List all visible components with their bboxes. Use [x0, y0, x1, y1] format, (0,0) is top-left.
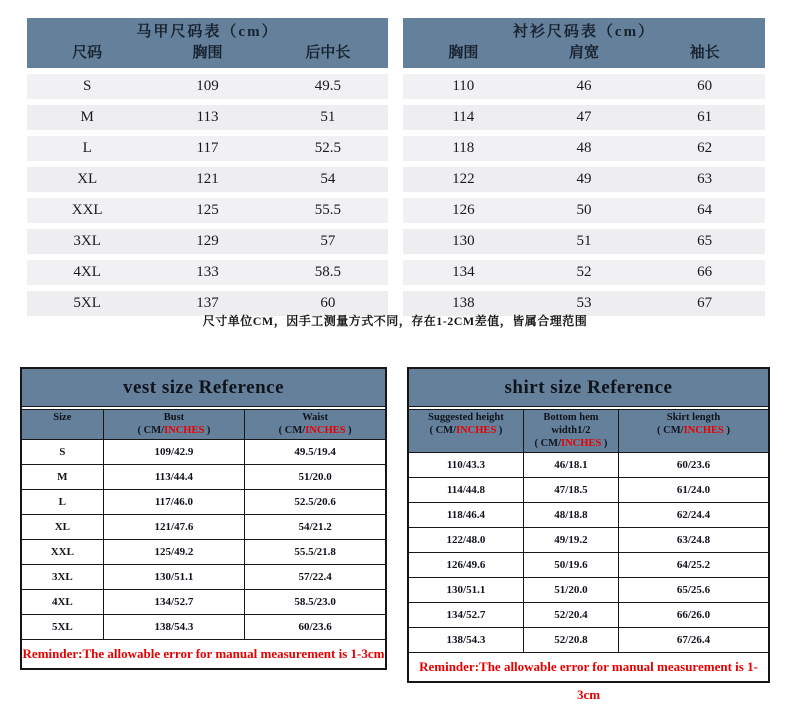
shirt-cm-title: 衬衫尺码表（cm） [512, 24, 656, 40]
vest-ref-column-row [22, 410, 385, 440]
cell: 4XL [22, 590, 104, 614]
table-row [409, 628, 768, 653]
table-row [22, 590, 385, 615]
table-row [27, 105, 388, 130]
table-row [403, 229, 765, 254]
cell: 67 [697, 295, 713, 311]
table-row [403, 136, 765, 161]
vest-cm-table [27, 18, 388, 316]
column-header: Waist ( CM/INCHES ) [278, 412, 352, 436]
cell: 122/48.0 [409, 528, 524, 552]
inches-label: INCHES [683, 425, 724, 436]
cell: 52.5/20.6 [294, 496, 336, 508]
cell: 125 [196, 202, 219, 218]
cell: 4XL [73, 264, 101, 280]
table-row [403, 105, 765, 130]
vest-cm-column-row [27, 43, 388, 63]
cell: S [22, 440, 104, 464]
table-row [403, 198, 765, 223]
column-header: Suggested height ( CM/INCHES ) [409, 410, 524, 452]
cell: S [82, 78, 92, 94]
table-row [27, 260, 388, 285]
cell: 57/22.4 [298, 571, 332, 583]
cell: 52/20.8 [524, 628, 619, 652]
cell: 51/20.0 [298, 471, 332, 483]
vest-cm-title: 马甲尺码表（cm） [136, 24, 279, 40]
cell: 60/23.6 [676, 459, 711, 471]
cell: XL [22, 515, 104, 539]
cell: 51 [320, 109, 336, 125]
table-row [22, 490, 385, 515]
cell: 52 [576, 264, 592, 280]
cell: 134 [452, 264, 475, 280]
inches-label: INCHES [164, 425, 205, 436]
cell: 5XL [73, 295, 101, 311]
inches-label: INCHES [456, 425, 497, 436]
shirt-cm-table [403, 18, 765, 316]
cell: 49/19.2 [524, 528, 619, 552]
cell: 52/20.4 [524, 603, 619, 627]
cell: 137 [196, 295, 219, 311]
cell: 60/23.6 [298, 621, 332, 633]
column-header: 袖长 [689, 45, 720, 61]
cell: 3XL [73, 233, 101, 249]
cell: 48/18.8 [524, 503, 619, 527]
cell: 122 [452, 171, 475, 187]
cell: 117 [196, 140, 219, 156]
cell: 118/46.4 [409, 503, 524, 527]
column-header: 尺码 [72, 45, 103, 61]
cell: 52.5 [314, 140, 341, 156]
cell: 60 [320, 295, 336, 311]
table-row [22, 540, 385, 565]
cell: 47/18.5 [524, 478, 619, 502]
cell: 64/25.2 [676, 559, 711, 571]
cell: 61/24.0 [676, 484, 711, 496]
cell: 65 [697, 233, 713, 249]
cell: 117/46.0 [104, 490, 246, 514]
cell: 126/49.6 [409, 553, 524, 577]
shirt-reference-table [407, 367, 770, 702]
cell: 110/43.3 [409, 453, 524, 477]
shirt-ref-title: shirt size Reference [409, 369, 768, 407]
cell: 67/26.4 [676, 634, 711, 646]
table-row [22, 465, 385, 490]
table-row [22, 515, 385, 540]
column-header: Bottom hem width1/2 ( CM/INCHES ) [524, 410, 619, 452]
vest-cm-header [27, 18, 388, 68]
column-header: 后中长 [305, 45, 351, 61]
cell: 63 [697, 171, 713, 187]
cell: L [22, 490, 104, 514]
cell: 63/24.8 [676, 534, 711, 546]
measurement-note: 尺寸单位CM，因手工测量方式不同，存在1-2CM差值，皆属合理范围 [202, 314, 588, 328]
cell: 60 [697, 78, 713, 94]
cell: 51/20.0 [524, 578, 619, 602]
cell: 58.5 [314, 264, 341, 280]
cell: 130 [452, 233, 475, 249]
cell: 55.5/21.8 [294, 546, 336, 558]
vest-ref-title: vest size Reference [22, 369, 385, 407]
cell: XXL [22, 540, 104, 564]
table-row [403, 74, 765, 99]
cell: 65/25.6 [676, 584, 711, 596]
cell: 64 [697, 202, 713, 218]
cell: 5XL [22, 615, 104, 639]
cell: L [82, 140, 92, 156]
table-row [409, 478, 768, 503]
table-row [409, 503, 768, 528]
table-row [27, 74, 388, 99]
cell: 134/52.7 [409, 603, 524, 627]
table-row [409, 578, 768, 603]
reminder-text: Reminder:The allowable error for manual measurement is 1-3cm [22, 646, 385, 661]
cell: 66/26.0 [676, 609, 711, 621]
cell: M [22, 465, 104, 489]
cell: 54/21.2 [298, 521, 332, 533]
cell: 61 [697, 109, 713, 125]
table-row [27, 167, 388, 192]
cell: 130/51.1 [409, 578, 524, 602]
cell: 57 [320, 233, 336, 249]
cell: 121/47.6 [104, 515, 246, 539]
shirt-cm-column-row [403, 43, 765, 63]
cell: 113/44.4 [104, 465, 246, 489]
table-row [409, 603, 768, 628]
table-row [403, 167, 765, 192]
cell: 66 [697, 264, 713, 280]
cell: 138 [452, 295, 475, 311]
table-row [22, 440, 385, 465]
cell: 49.5/19.4 [294, 446, 336, 458]
column-header: Skirt length ( CM/INCHES ) [657, 412, 730, 436]
cell: 3XL [22, 565, 104, 589]
cell: 118 [452, 140, 475, 156]
inches-label: INCHES [305, 425, 346, 436]
cell: 110 [452, 78, 475, 94]
column-header: 肩宽 [569, 45, 600, 61]
table-row [27, 198, 388, 223]
cell: 134/52.7 [104, 590, 246, 614]
cell: 48 [576, 140, 592, 156]
cell: 126 [452, 202, 475, 218]
cell: 125/49.2 [104, 540, 246, 564]
cell: 113 [196, 109, 219, 125]
cell: 114/44.8 [409, 478, 524, 502]
shirt-ref-column-row [409, 410, 768, 453]
cell: 49 [576, 171, 592, 187]
table-row [22, 565, 385, 590]
table-row [27, 136, 388, 161]
cell: 47 [576, 109, 592, 125]
cell: 55.5 [314, 202, 341, 218]
cell: 53 [576, 295, 592, 311]
cell: 46 [576, 78, 592, 94]
cell: 109 [196, 78, 219, 94]
table-row [27, 229, 388, 254]
cell: 138/54.3 [104, 615, 246, 639]
cell: 114 [452, 109, 475, 125]
shirt-cm-header [403, 18, 765, 68]
table-row [22, 615, 385, 640]
cell: 121 [196, 171, 219, 187]
cell: XXL [71, 202, 103, 218]
reminder-text: Reminder:The allowable error for manual measurement is 1-3cm [419, 659, 758, 702]
column-header: Bust ( CM/INCHES ) [104, 410, 246, 439]
table-row [409, 528, 768, 553]
vest-reference-table [20, 367, 387, 670]
cell: 130/51.1 [104, 565, 246, 589]
cell: 138/54.3 [409, 628, 524, 652]
cell: M [80, 109, 94, 125]
table-row [403, 260, 765, 285]
cell: 46/18.1 [524, 453, 619, 477]
cell: 51 [576, 233, 592, 249]
cell: 50/19.6 [524, 553, 619, 577]
cell: XL [77, 171, 98, 187]
cell: 133 [196, 264, 219, 280]
cell: 62 [697, 140, 713, 156]
column-header: 胸围 [448, 45, 479, 61]
column-header: Size [22, 410, 104, 439]
cell: 129 [196, 233, 219, 249]
table-row [409, 453, 768, 478]
cell: 54 [320, 171, 336, 187]
cell: 58.5/23.0 [294, 596, 336, 608]
cell: 109/42.9 [104, 440, 246, 464]
inches-label: INCHES [561, 438, 602, 449]
table-row [409, 553, 768, 578]
cell: 49.5 [314, 78, 341, 94]
column-header: 胸围 [192, 45, 223, 61]
cell: 62/24.4 [676, 509, 711, 521]
cell: 50 [576, 202, 592, 218]
